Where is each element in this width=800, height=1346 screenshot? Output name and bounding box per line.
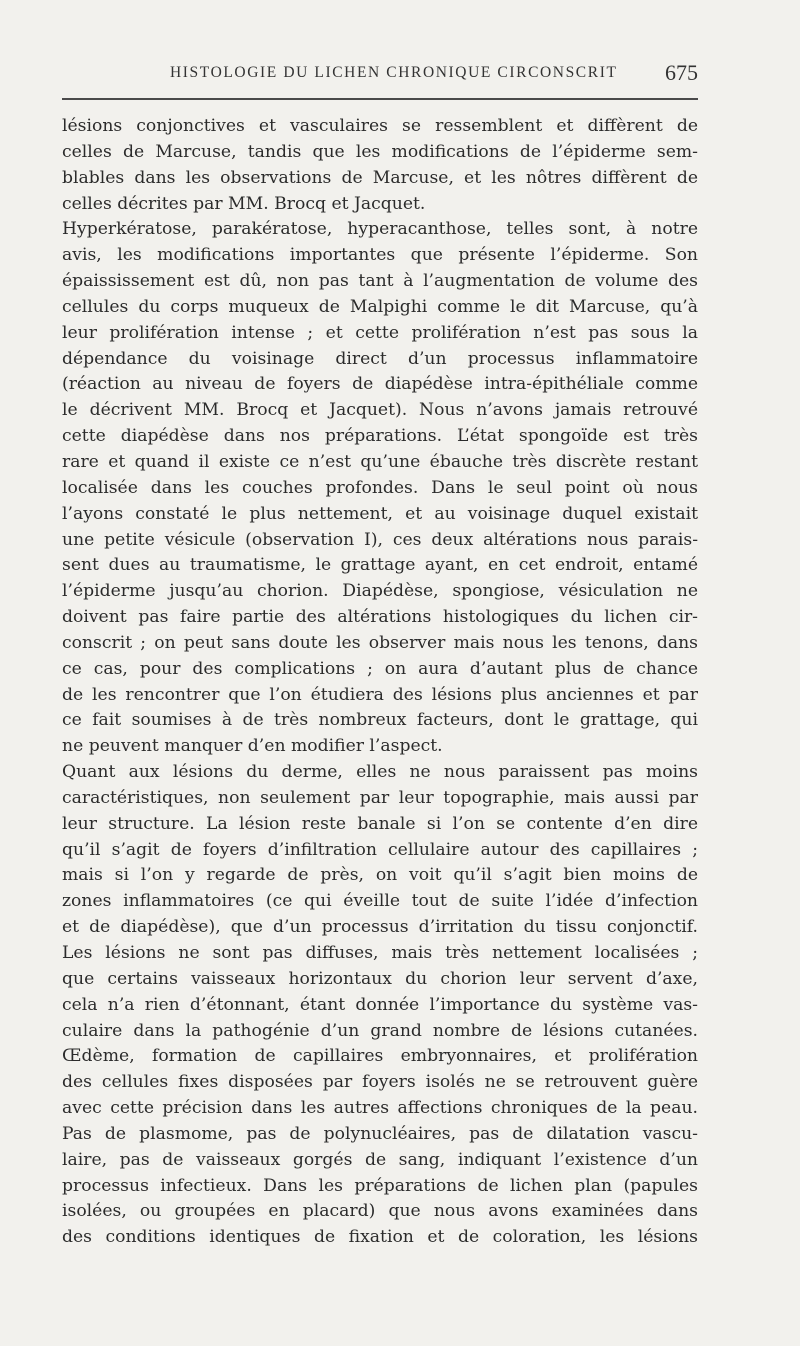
text-line: zones inflammatoires (ce qui éveille tout de suite l’idée d’infection <box>62 891 698 912</box>
text-line: culaire dans la pathogénie d’un grand nombre de lésions cutanées. <box>62 1020 698 1041</box>
text-line: Œdème, formation de capillaires embryonnaires, et prolifération <box>62 1046 698 1067</box>
text-line: sent dues au traumatisme, le grattage ayant, en cet endroit, entamé <box>62 555 698 576</box>
text-line: celles décrites par MM. Brocq et Jacquet. <box>62 193 426 214</box>
text-line: des conditions identiques de fixation et de coloration, les lésions <box>62 1227 698 1248</box>
text-line: et de diapédèse), que d’un processus d’irritation du tissu conjonctif. <box>62 917 698 938</box>
text-line: dépendance du voisinage direct d’un processus inflammatoire <box>62 348 698 369</box>
text-line: caractéristiques, non seulement par leur topographie, mais aussi par <box>62 787 698 808</box>
text-line: leur prolifération intense ; et cette prolifération n’est pas sous la <box>62 322 698 343</box>
page-number: 675 <box>665 60 698 85</box>
text-line: Hyperkératose, parakératose, hyperacanthose, telles sont, à notre <box>62 219 698 240</box>
text-line: Les lésions ne sont pas diffuses, mais très nettement localisées ; <box>62 943 698 963</box>
text-line: cellules du corps muqueux de Malpighi comme le dit Marcuse, qu’à <box>62 296 698 317</box>
text-line: conscrit ; on peut sans doute les observer mais nous les tenons, dans <box>62 632 698 653</box>
text-line: laire, pas de vaisseaux gorgés de sang, indiquant l’existence d’un <box>62 1149 698 1170</box>
text-line: localisée dans les couches profondes. Dans le seul point où nous <box>62 477 698 498</box>
text-line: avis, les modifications importantes que présente l’épiderme. Son <box>62 245 698 266</box>
text-line: cette diapédèse dans nos préparations. L’état spongoïde est très <box>62 426 698 447</box>
text-line: Pas de plasmome, pas de polynucléaires, pas de dilatation vascu- <box>62 1123 698 1144</box>
text-line: ce fait soumises à de très nombreux facteurs, dont le grattage, qui <box>62 710 698 731</box>
text-line: ne peuvent manquer d’en modifier l’aspect. <box>62 736 443 757</box>
body-text <box>62 114 698 1251</box>
text-line: rare et quand il existe ce n’est qu’une ébauche très discrète restant <box>62 451 698 472</box>
text-line: qu’il s’agit de foyers d’infiltration cellulaire autour des capillaires ; <box>62 839 698 860</box>
text-line: Quant aux lésions du derme, elles ne nous paraissent pas moins <box>62 762 698 783</box>
page-header <box>62 62 698 90</box>
text-line: de les rencontrer que l’on étudiera des lésions plus anciennes et par <box>62 684 698 705</box>
text-line: blables dans les observations de Marcuse, et les nôtres diffèrent de <box>62 167 698 188</box>
header-rule <box>62 98 698 100</box>
text-line: cela n’a rien d’étonnant, étant donnée l’importance du système vas- <box>62 994 698 1015</box>
text-line: une petite vésicule (observation I), ces deux altérations nous parais- <box>62 529 698 550</box>
text-line: celles de Marcuse, tandis que les modifications de l’épiderme sem- <box>62 141 698 162</box>
text-line: doivent pas faire partie des altérations histologiques du lichen cir- <box>62 607 698 628</box>
text-line: que certains vaisseaux horizontaux du chorion leur servent d’axe, <box>62 968 698 989</box>
text-line: des cellules fixes disposées par foyers isolés ne se retrouvent guère <box>62 1072 698 1093</box>
text-line: processus infectieux. Dans les préparations de lichen plan (papules <box>62 1175 698 1196</box>
text-line: épaississement est dû, non pas tant à l’augmentation de volume des <box>62 271 698 292</box>
text-line: l’ayons constaté le plus nettement, et au voisinage duquel existait <box>62 503 698 524</box>
text-line: isolées, ou groupées en placard) que nous avons examinées dans <box>62 1201 698 1222</box>
text-line: avec cette précision dans les autres affections chroniques de la peau. <box>62 1098 698 1119</box>
text-line: (réaction au niveau de foyers de diapédèse intra-épithéliale comme <box>62 374 698 395</box>
text-line: leur structure. La lésion reste banale si l’on se contente d’en dire <box>62 813 698 834</box>
text-line: ce cas, pour des complications ; on aura d’autant plus de chance <box>62 658 698 679</box>
running-head: HISTOLOGIE DU LICHEN CHRONIQUE CIRCONSCRIT <box>170 64 618 81</box>
text-line: mais si l’on y regarde de près, on voit qu’il s’agit bien moins de <box>62 865 698 886</box>
text-line: l’épiderme jusqu’au chorion. Diapédèse, spongiose, vésiculation ne <box>62 581 698 602</box>
text-line: le décrivent MM. Brocq et Jacquet). Nous n’avons jamais retrouvé <box>62 400 698 421</box>
text-line: lésions conjonctives et vasculaires se ressemblent et diffèrent de <box>62 116 698 136</box>
